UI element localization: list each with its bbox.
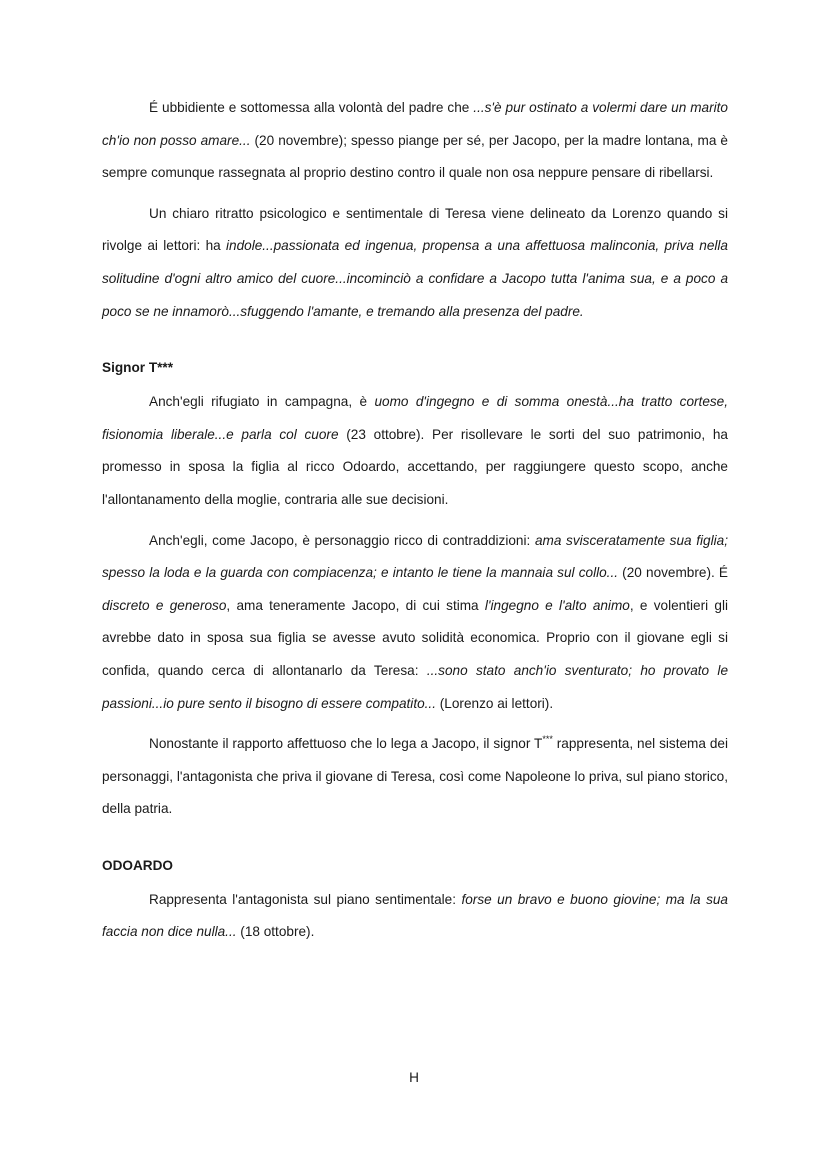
quote-span: forse un bravo e buono giovine; ma la sua faccia non dice nulla... bbox=[102, 891, 728, 940]
quote-span: ...sono stato anch'io sventurato; ho provato le passioni...io pure sento il bisogno di essere compatito... bbox=[102, 662, 729, 711]
quote-span: ...s'è pur ostinato a volermi dare un marito ch'io non posso amare... bbox=[102, 100, 728, 148]
quote-span: l'ingegno e l'alto animo bbox=[484, 597, 630, 613]
text-span: (18 ottobre). bbox=[236, 924, 315, 940]
paragraph-signor-t-contradictions bbox=[102, 525, 728, 721]
text-span: É ubbidiente e sottomessa alla volontà del padre che bbox=[149, 100, 474, 115]
text-span: Un chiaro ritratto psicologico e sentimentale di Teresa viene delineato da Lorenzo quando si rivolge ai lettori: ha bbox=[102, 205, 728, 254]
page-number: H bbox=[409, 1070, 419, 1085]
text-span: (20 novembre); spesso piange per sé, per Jacopo, per la madre lontana, ma è sempre comunque rassegnata al proprio destino contro il quale non osa neppure pensare di ribellarsi. bbox=[102, 132, 728, 181]
section-heading-odoardo: ODOARDO bbox=[102, 857, 173, 873]
document-body bbox=[102, 92, 728, 957]
paragraph-signor-t-antagonist bbox=[102, 728, 728, 826]
text-span: (20 novembre). É bbox=[618, 565, 728, 581]
text-span: , ama teneramente Jacopo, di cui stima bbox=[226, 597, 485, 613]
text-span: rappresenta, nel sistema dei personaggi, l'antagonista che priva il giovane di Teresa, così come Napoleone lo priva, sul piano storico, della patria. bbox=[102, 736, 728, 817]
paragraph-odoardo bbox=[102, 884, 728, 949]
quote-span: uomo d'ingegno e di somma onestà...ha tratto cortese, fisionomia liberale...e parla col cuore bbox=[102, 394, 729, 442]
text-span: , e volentieri gli avrebbe dato in sposa sua figlia se avesse avuto solidità economica. Proprio con il giovane egli si confida, quando cerca di allontanarlo da Teresa: bbox=[102, 597, 729, 678]
paragraph-signor-t-intro bbox=[102, 386, 728, 516]
quote-span: ama svisceratamente sua figlia; spesso la loda e la guarda con compiacenza; e intanto le tiene la mannaia sul collo... bbox=[102, 532, 728, 581]
text-span: Anch'egli, come Jacopo, è personaggio ricco di contraddizioni: bbox=[149, 532, 535, 548]
paragraph-teresa-obedience bbox=[102, 92, 728, 190]
quote-span: discreto e generoso bbox=[102, 597, 227, 613]
text-span: (23 ottobre). Per risollevare le sorti del suo patrimonio, ha promesso in sposa la figlia al ricco Odoardo, accettando, per raggiungere questo scopo, anche l'allontanamento della moglie, contraria alle sue decisioni. bbox=[102, 426, 728, 507]
section-heading-signor-t: Signor T*** bbox=[102, 360, 173, 376]
paragraph-teresa-portrait bbox=[102, 198, 728, 328]
superscript-stars: *** bbox=[542, 734, 553, 745]
text-span: (Lorenzo ai lettori). bbox=[436, 695, 554, 711]
text-span: Nonostante il rapporto affettuoso che lo lega a Jacopo, il signor T bbox=[149, 736, 543, 752]
quote-span: indole...passionata ed ingenua, propensa a una affettuosa malinconia, priva nella solitudine d'ogni altro amico del cuore...incominciò a confidare a Jacopo tutta l'anima sua, e a poco a poco se ne innamorò...sfuggendo l'amante, e tremando alla presenza del padre. bbox=[102, 238, 728, 319]
text-span: Anch'egli rifugiato in campagna, è bbox=[149, 394, 375, 410]
text-span: Rappresenta l'antagonista sul piano sentimentale: bbox=[149, 891, 462, 907]
